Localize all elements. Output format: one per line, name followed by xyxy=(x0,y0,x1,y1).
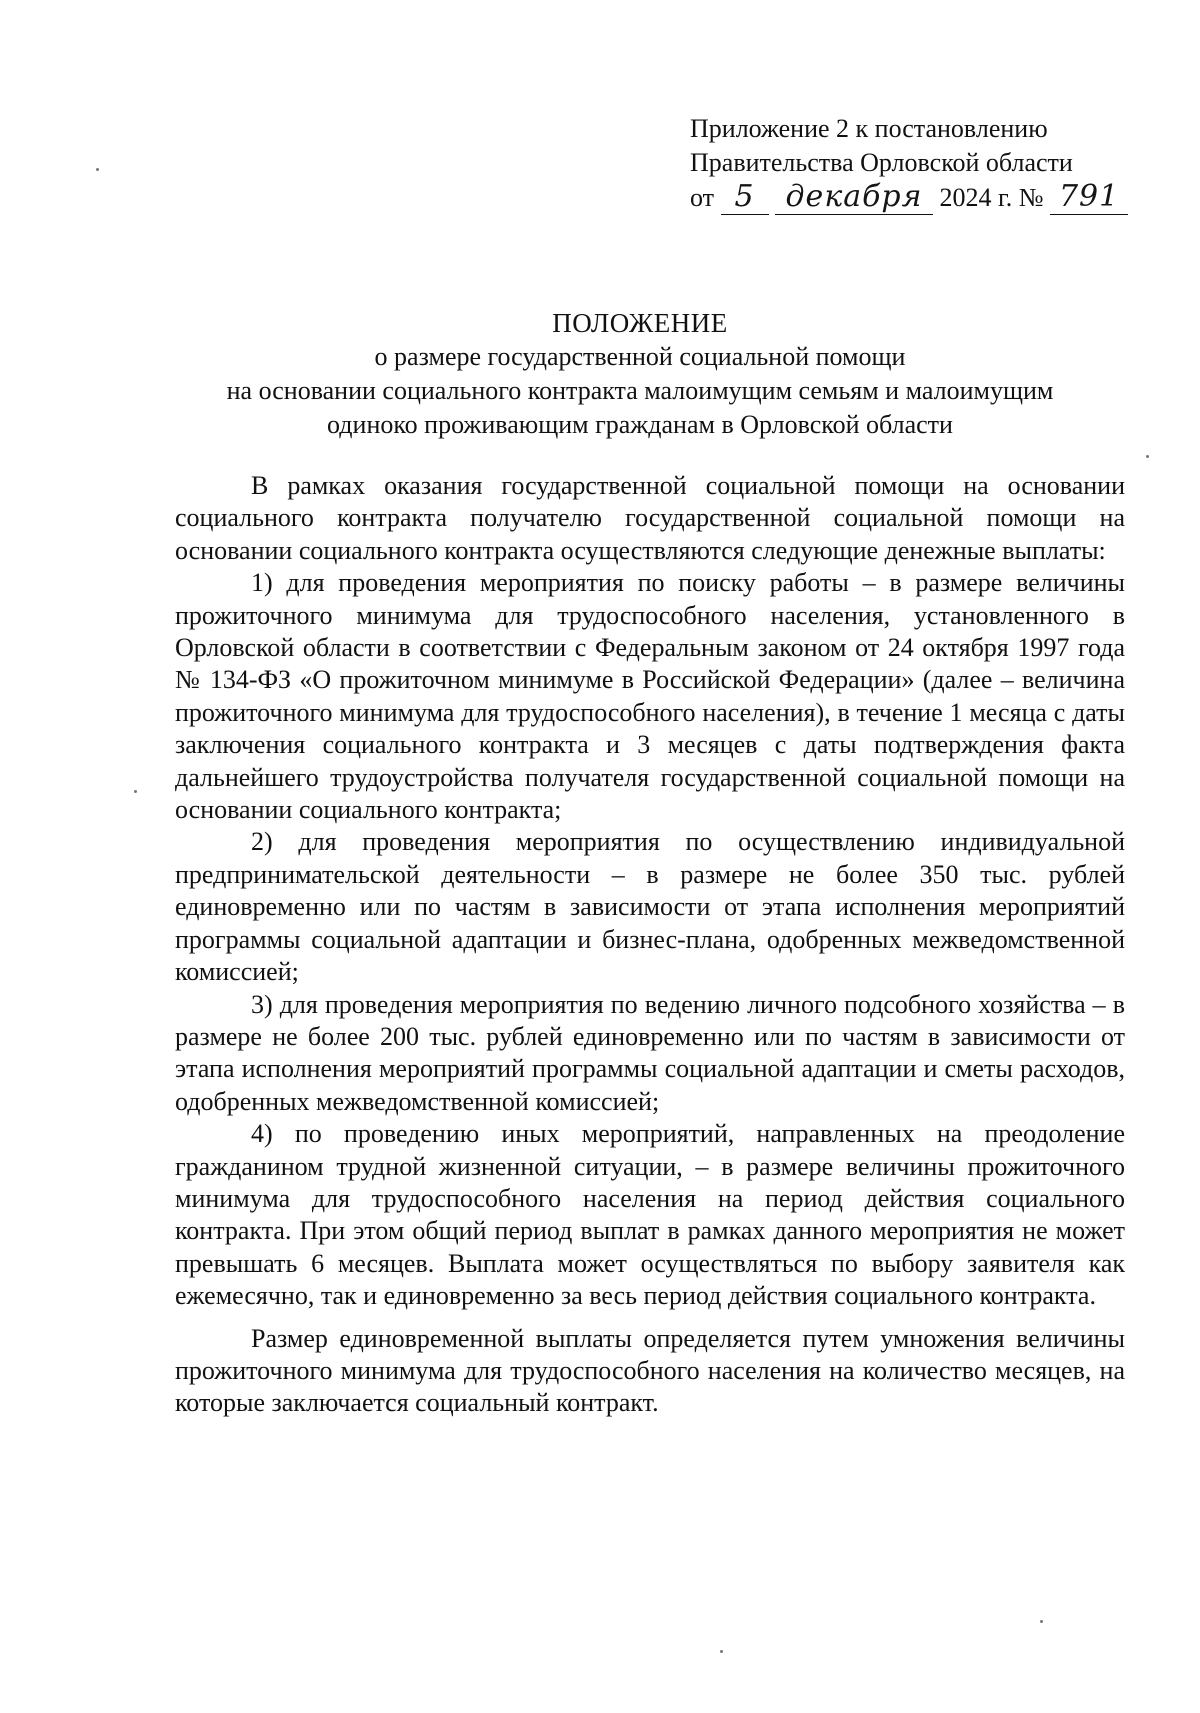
appendix-date-row xyxy=(690,180,1150,215)
paragraph-item-3: 3) для проведения мероприятия по ведению личного подсобного хозяйства – в размере не более 200 тыс. рублей единовременно или по частям в зависимости от этапа исполнения мероприятий программы социальной адаптации и сметы расходов, одобренных межведомственной комиссией; xyxy=(175,989,1125,1116)
document-body xyxy=(175,470,1125,1420)
appendix-line-1: Приложение 2 к постановлению xyxy=(690,114,1048,143)
handwritten-month: декабря xyxy=(775,180,933,215)
year-and-number-label: 2024 г. № xyxy=(939,183,1044,212)
date-prefix: от xyxy=(690,183,715,212)
appendix-note xyxy=(690,112,1150,215)
scan-speck xyxy=(1146,455,1149,458)
paragraph-item-4: 4) по проведению иных мероприятий, направленных на преодоление гражданином трудной жизненной ситуации, – в размере величины прожиточного минимума для трудоспособного населения на период действия социального контракта. При этом общий период выплат в рамках данного мероприятия не может превышать 6 месяцев. Выплата может осуществляться по выбору заявителя как ежемесячно, так и единовременно за весь период действия социального контракта. xyxy=(175,1119,1125,1311)
title-line-1: о размере государственной социальной помощи xyxy=(374,342,906,371)
paragraph-item-1: 1) для проведения мероприятия по поиску работы – в размере величины прожиточного минимума для трудоспособного населения, установленного в Орловской области в соответствии с Федеральным законом от 24 октября 1997 года № 134-ФЗ «О прожиточном минимуме в Российской Федерации» (далее – величина прожиточного минимума для трудоспособного населения), в течение 1 месяца с даты заключения социального контракта и 3 месяцев с даты подтверждения факта дальнейшего трудоустройства получателя государственной социальной помощи на основании социального контракта; xyxy=(175,568,1125,825)
title-heading: ПОЛОЖЕНИЕ xyxy=(552,308,728,338)
scan-speck xyxy=(96,168,99,171)
handwritten-number: 791 xyxy=(1050,180,1128,215)
scan-speck xyxy=(1040,1620,1043,1623)
scan-speck xyxy=(134,790,137,793)
title-line-3: одиноко проживающим гражданам в Орловской области xyxy=(327,410,953,439)
scan-speck xyxy=(720,1650,723,1653)
appendix-line-2: Правительства Орловской области xyxy=(690,148,1073,177)
paragraph-lump-sum: Размер единовременной выплаты определяется путем умножения величины прожиточного минимума для трудоспособного населения на количество месяцев, на которые заключается социальный контракт. xyxy=(175,1323,1125,1418)
title-line-2: на основании социального контракта малоимущим семьям и малоимущим xyxy=(226,376,1054,405)
handwritten-day: 5 xyxy=(721,180,769,215)
document-title xyxy=(160,306,1120,442)
paragraph-item-2: 2) для проведения мероприятия по осуществлению индивидуальной предпринимательской деятельности – в размере не более 350 тыс. рублей единовременно или по частям в зависимости от этапа исполнения мероприятий программы социальной адаптации и бизнес-плана, одобренных межведомственной комиссией; xyxy=(175,827,1125,987)
paragraph-intro: В рамках оказания государственной социальной помощи на основании социального контракта получателю государственной социальной помощи на основании социального контракта осуществляются следующие денежные выплаты: xyxy=(175,471,1125,565)
